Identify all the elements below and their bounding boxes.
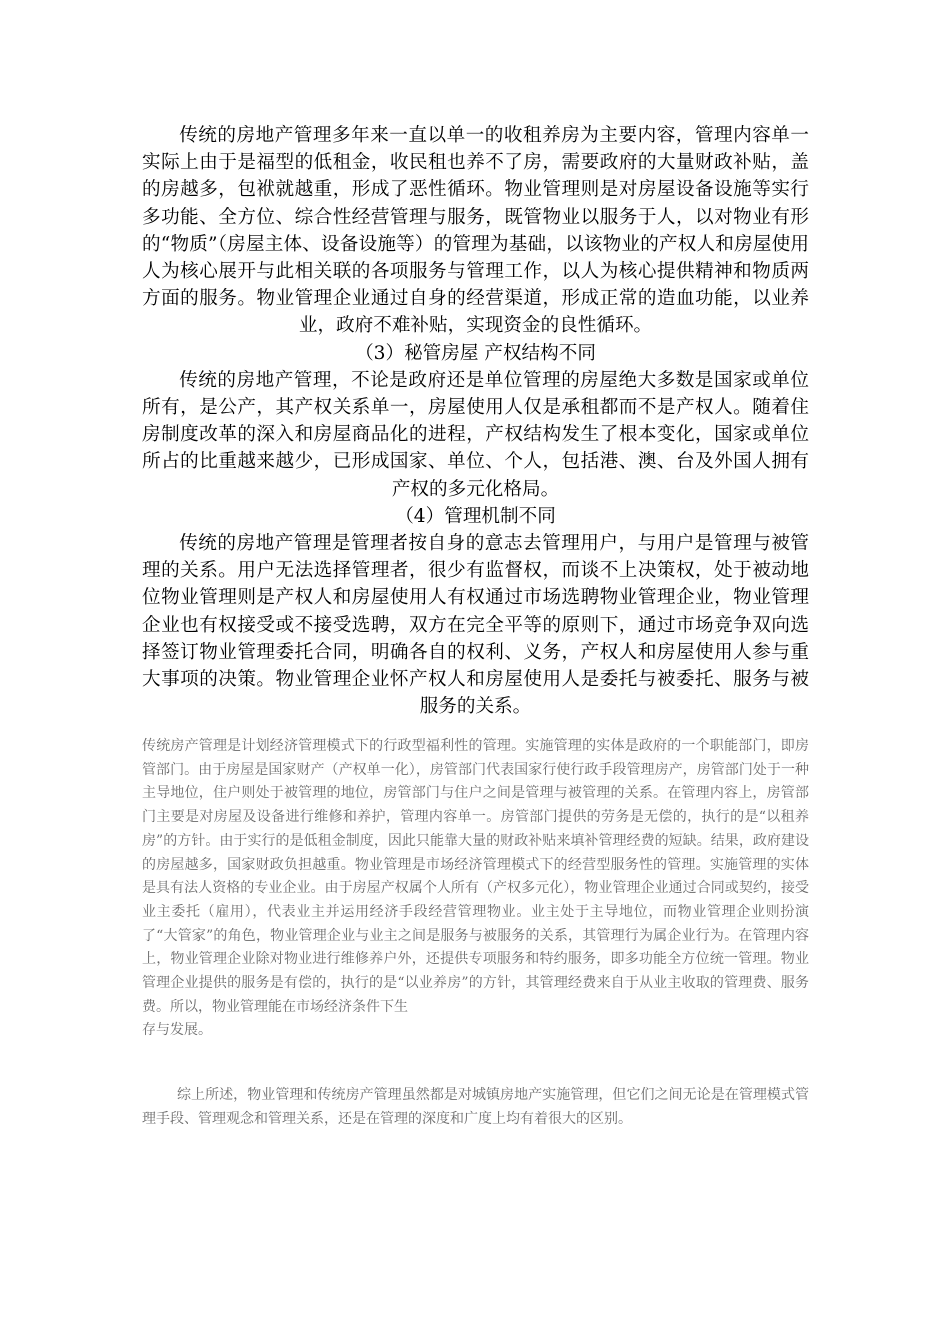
main-text-section <box>142 122 809 720</box>
paragraph-property-rights: 传统的房地产管理，不论是政府还是单位管理的房屋绝大多数是国家或单位所有，是公产，其产权关系单一，房屋使用人仅是承租都而不是产权人。随着住房制度改革的深入和房屋商品化的进程，产权结构发生了根本变化，国家或单位所占的比重越来越少，已形成国家、单位、个人，包括港、澳、台及外国人拥有产权的多元化格局。 <box>142 369 809 500</box>
heading-management-mechanism: （4）管理机制不同 <box>395 505 556 527</box>
paragraph-management-mechanism: 传统的房地产管理是管理者按自身的意志去管理用户，与用户是管理与被管理的关系。用户无法选择管理者，很少有监督权，而谈不上决策权，处于被动地位物业管理则是产权人和房屋使用人有权通过市场选聘物业管理企业，物业管理企业也有权接受或不接受选聘，双方在完全平等的原则下，通过市场竞争双向选择签订物业管理委托合同，明确各自的权利、义务，产权人和房屋使用人参与重大事项的决策。物业管理企业怀产权人和房屋使用人是委托与被委托、服务与被服务的关系。 <box>142 533 809 718</box>
comparison-text-section <box>142 735 809 1043</box>
paragraph-rental-management: 传统的房地产管理多年来一直以单一的收租养房为主要内容，管理内容单一实际上由于是福型的低租金，收民租也养不了房，需要政府的大量财政补贴，盖的房越多，包袱就越重，形成了恶性循环。物业管理则是对房屋设备设施等实行多功能、全方位、综合性经营管理与服务，既管物业以服务于人，以对物业有形的“物质”（房屋主体、设备设施等）的管理为基础，以该物业的产权人和房屋使用人为核心展开与此相关联的各项服务与管理工作，以人为核心提供精神和物质两方面的服务。物业管理企业通过自身的经营渠道，形成正常的造血功能，以业养业，政府不难补贴，实现资金的良性循环。 <box>142 125 809 337</box>
paragraph-traditional-vs-property: 传统房产管理是计划经济管理模式下的行政型福利性的管理。实施管理的实体是政府的一个职能部门，即房管部门。由于房屋是国家财产（产权单一化），房管部门代表国家行使行政手段管理房产，房管部门处于一种主导地位，住户则处于被管理的地位，房管部门与住户之间是管理与被管理的关系。在管理内容上，房管部门主要是对房屋及设备进行维修和养护，管理内容单一。房管部门提供的劳务是无偿的，执行的是“以租养房”的方针。由于实行的是低租金制度，因此只能靠大量的财政补贴来填补管理经费的短缺。结果，政府建设的房屋越多，国家财政负担越重。物业管理是市场经济管理模式下的经营型服务性的管理。实施管理的实体是具有法人资格的专业企业。由于房屋产权属个人所有（产权多元化），物业管理企业通过合同或契约，接受业主委托（雇用），代表业主并运用经济手段经营管理物业。业主处于主导地位，而物业管理企业则扮演了“大管家”的角色，物业管理企业与业主之间是服务与被服务的关系，其管理行为属企业行为。在管理内容上，物业管理企业除对物业进行维修养户外，还提供专项服务和特约服务，即多功能全方位统一管理。物业管理企业提供的服务是有偿的，执行的是“以业养房”的方针，其管理经费来自于从业主收取的管理费、服务费。所以，物业管理能在市场经济条件下生 <box>142 738 809 1015</box>
heading-property-rights-structure: （3）秘管房屋 产权结构不同 <box>355 342 596 364</box>
conclusion-text-section <box>142 1084 809 1131</box>
paragraph-conclusion: 综上所述，物业管理和传统房产管理虽然都是对城镇房地产实施管理，但它们之间无论是在管理模式管理手段、管理观念和管理关系，还是在管理的深度和广度上均有着很大的区别。 <box>142 1087 809 1127</box>
paragraph-tail-line: 存与发展。 <box>142 1022 212 1039</box>
